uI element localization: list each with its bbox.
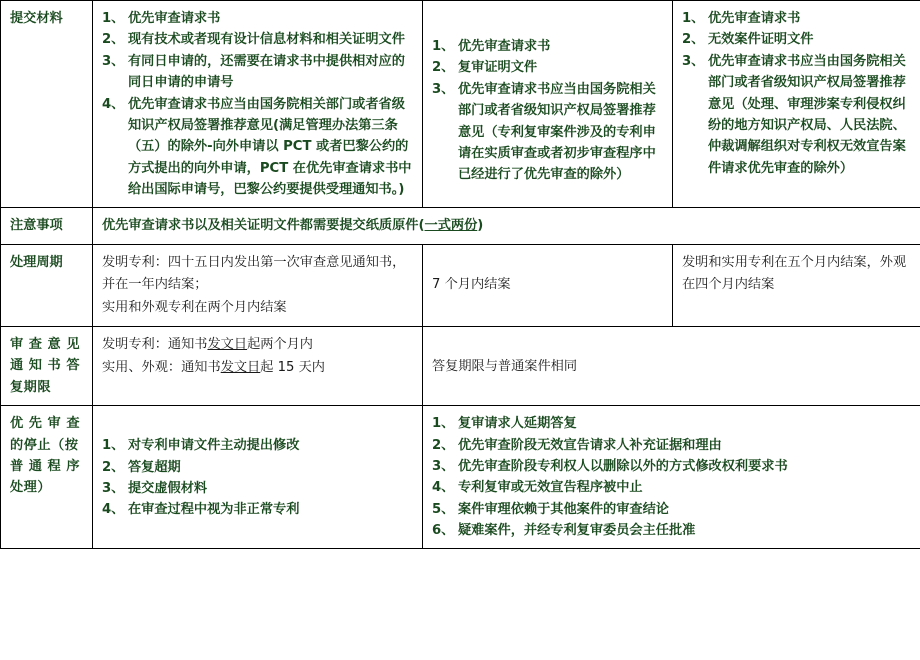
list-item-text: 提交虚假材料 xyxy=(128,480,208,496)
underlined-term: 发文日 xyxy=(207,337,248,353)
list-item xyxy=(682,8,912,29)
list-item-text: 专利复审或无效宣告程序被中止 xyxy=(458,480,643,496)
list-number: 2、 xyxy=(102,32,125,48)
list-item-text: 现有技术或者现有设计信息材料和相关证明文件 xyxy=(128,32,405,48)
list-number: 6、 xyxy=(432,523,455,539)
spacer xyxy=(432,334,912,356)
cell-response-merged xyxy=(423,327,920,406)
row-label-text: 审 查 意 见 通 知 书 答 复期限 xyxy=(10,337,81,395)
list-item xyxy=(432,520,912,541)
list-item-text: 疑难案件，并经专利复审委员会主任批准 xyxy=(458,523,696,539)
list-item-text: 优先审查请求书应当由国务院相关部门或者省级知识产权局签署推荐意见（专利复审案件涉及的专利申请在实质审查或者初步审查程序中已经进行了优先审查的除外） xyxy=(458,81,656,183)
row-label-notes xyxy=(1,208,93,244)
list-number: 5、 xyxy=(432,501,455,517)
list-item-text: 在审查过程中视为非正常专利 xyxy=(128,502,300,518)
list-item-text: 无效案件证明文件 xyxy=(708,32,814,48)
list-number: 3、 xyxy=(102,480,125,496)
list-item-text: 答复超期 xyxy=(128,459,181,475)
list-submission-invalidation xyxy=(682,8,912,179)
list-item xyxy=(432,456,912,477)
list-item-text: 对专利申请文件主动提出修改 xyxy=(128,438,300,454)
row-label-text: 提交材料 xyxy=(10,11,63,26)
list-number: 3、 xyxy=(682,53,705,69)
list-item-text: 案件审理依赖于其他案件的审查结论 xyxy=(458,501,669,517)
list-item xyxy=(102,499,414,520)
list-number: 1、 xyxy=(682,11,705,26)
row-label-suspension xyxy=(1,406,93,549)
list-item-text: 优先审查请求书 xyxy=(708,11,801,26)
list-suspension-merged xyxy=(432,413,912,541)
cell-submission-reexamination xyxy=(423,1,673,208)
list-number: 1、 xyxy=(432,39,455,54)
row-label-response-period xyxy=(1,327,93,406)
underlined-term: 发文日 xyxy=(220,359,261,375)
row-label-submission-materials xyxy=(1,1,93,208)
table-row-submission-materials xyxy=(1,1,920,208)
list-item-text: 优先审查阶段专利权人以删除以外的方式修改权利要求书 xyxy=(458,458,788,474)
list-item-text: 优先审查阶段无效宣告请求人补充证据和理由 xyxy=(458,437,722,453)
list-number: 2、 xyxy=(432,437,455,453)
row-label-text: 优 先 审 查 的停止（按普 通 程 序处理） xyxy=(10,416,81,496)
list-item xyxy=(102,29,414,50)
list-number: 4、 xyxy=(102,502,125,518)
list-submission-reexamination xyxy=(432,36,664,186)
list-item-text: 有同日申请的，还需要在请求书中提供相对应的同日申请的申请号 xyxy=(128,53,405,91)
cell-cycle-invalidation xyxy=(673,244,920,326)
cell-submission-invalidation xyxy=(673,1,920,208)
response-line: 实用、外观：通知书发文日起 15 天内 xyxy=(102,359,325,375)
spacer xyxy=(102,413,414,435)
notes-text-after: ) xyxy=(477,218,484,234)
cycle-line: 实用和外观专利在两个月内结案 xyxy=(102,299,287,315)
table-row-suspension xyxy=(1,406,920,549)
list-item xyxy=(432,435,912,456)
list-number: 2、 xyxy=(432,60,455,76)
spacer xyxy=(432,252,664,274)
cell-response-invention xyxy=(93,327,423,406)
cycle-line: 7 个月内结案 xyxy=(432,276,511,292)
list-suspension-invention xyxy=(102,435,414,521)
list-item xyxy=(682,29,912,50)
list-number: 2、 xyxy=(682,32,705,48)
list-number: 1、 xyxy=(102,438,125,454)
list-item xyxy=(432,79,664,186)
list-submission-invention xyxy=(102,8,414,200)
list-item xyxy=(102,478,414,499)
response-merged-text: 答复期限与普通案件相同 xyxy=(432,359,578,375)
spacer xyxy=(432,8,664,36)
list-item-text: 优先审查请求书应当由国务院相关部门或者省级知识产权局签署推荐意见（处理、审理涉案专利侵权纠纷的地方知识产权局、人民法院、仲裁调解组织对专利权无效宣告案件请求优先审查的除外） xyxy=(708,53,906,176)
list-item xyxy=(432,57,664,78)
list-number: 1、 xyxy=(432,416,455,432)
table-row-processing-cycle xyxy=(1,244,920,326)
list-item xyxy=(102,8,414,29)
cell-suspension-merged xyxy=(423,406,920,549)
list-item xyxy=(432,477,912,498)
list-item-text: 优先审查请求书 xyxy=(128,11,221,26)
list-number: 4、 xyxy=(102,96,125,112)
notes-text-underline: 一式两份 xyxy=(424,218,478,234)
list-item xyxy=(432,499,912,520)
response-line: 发明专利：通知书发文日起两个月内 xyxy=(102,337,313,353)
cell-notes-merged xyxy=(93,208,920,244)
row-label-processing-cycle xyxy=(1,244,93,326)
cell-cycle-invention xyxy=(93,244,423,326)
list-item xyxy=(432,413,912,434)
cycle-line: 发明和实用专利在五个月内结案，外观在四个月内结案 xyxy=(682,254,907,293)
list-number: 1、 xyxy=(102,11,125,26)
list-item xyxy=(102,51,414,94)
list-item xyxy=(102,435,414,456)
row-label-text: 处理周期 xyxy=(10,254,63,270)
list-number: 4、 xyxy=(432,480,455,496)
list-item xyxy=(102,457,414,478)
list-number: 3、 xyxy=(432,81,455,97)
list-item xyxy=(432,36,664,57)
list-item-text: 复审请求人延期答复 xyxy=(458,416,577,432)
list-item xyxy=(682,51,912,179)
table-row-response-period xyxy=(1,327,920,406)
list-item-text: 优先审查请求书应当由国务院相关部门或者省级知识产权局签署推荐意见(满足管理办法第三条（五）的除外-向外申请以 PCT 或者巴黎公约的方式提出的向外申请，PCT 在优先审查请求书中给出国际申请号，巴黎公约要提供受理通知书。) xyxy=(128,96,412,197)
cell-suspension-invention xyxy=(93,406,423,549)
notes-text-before: 优先审查请求书以及相关证明文件都需要提交纸质原件( xyxy=(102,218,425,234)
list-number: 3、 xyxy=(102,53,125,69)
list-item-text: 复审证明文件 xyxy=(458,60,538,76)
list-item-text: 优先审查请求书 xyxy=(458,39,551,54)
cell-submission-invention xyxy=(93,1,423,208)
cell-cycle-reexamination xyxy=(423,244,673,326)
row-label-text: 注意事项 xyxy=(10,218,63,234)
table-row-notes xyxy=(1,208,920,244)
list-number: 3、 xyxy=(432,458,455,474)
cycle-line: 发明专利：四十五日内发出第一次审查意见通知书，并在一年内结案； xyxy=(102,254,406,293)
list-number: 2、 xyxy=(102,459,125,475)
list-item xyxy=(102,94,414,201)
